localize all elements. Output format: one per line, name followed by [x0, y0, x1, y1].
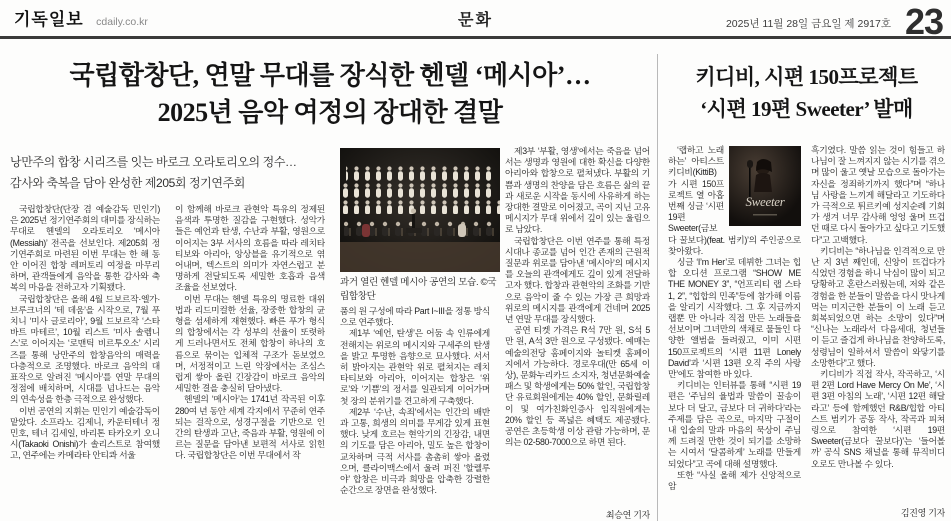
- article-paragraph: 이 함께해 바로크 관현악 특유의 정제된 음색과 투명한 질감을 구현했다. 성악가들은 예언과 탄생, 수난과 부활, 영원으로 이어지는 3부 서사의 흐름을 따라 레치타티보와 아리아, 앙상블을 유기적으로 엮어내며, 텍스트의 의미가 자연스럽고 분명하게 전달되도록 세밀한 호흡과 음색 조율을 선보였다.: [175, 204, 325, 293]
- article-paragraph: 키디비가 직접 작사, 작곡하고, ‘시편 2편 Lord Have Mercy On Me’, ‘시편 3편 아침의 노래’, ‘시편 12편 해달라고’ 등에 함께했던 R&B/힙합 아티스트 범키가 공동 작사, 작곡과 피쳐링으로 참여한 ‘시편 19편 Sweeter(금보다 꿀보다)’는 ‘들어볼까’ 공식 SNS 채널을 통해 뮤직비디오로도 만나볼 수 있다.: [811, 369, 945, 469]
- main-subhead-line1: 낭만주의 합창 시리즈를 잇는 바로크 오라토리오의 정수…: [10, 155, 297, 169]
- newspaper-url: cdaily.co.kr: [96, 16, 148, 28]
- newspaper-logo: 기독일보: [14, 10, 84, 29]
- side-article-byline: 김진영 기자: [895, 508, 945, 519]
- main-subhead-line2: 감사와 축복을 담아 완성한 제205회 정기연주회: [10, 176, 245, 190]
- choir-stage-illustration: [340, 148, 500, 272]
- article-paragraph: 싱글 ‘I’m Her’로 데뷔한 그녀는 힙합 오디션 프로그램 “SHOW ME THE MONEY 3”, “언프리티 랩 스타 1, 2”, “힙합의 민족”등에 참가해 이름을 알리기 시작했다. 그 후 지금까지 랩뿐 만 아니라 직접 만든 노래들을 선보이며 그녀만의 색채로 물들인 다양한 앨범을 들려줬고, 이미 시편 150프로젝트의 ‘시편 11편 Lonely David’과 ‘시편 13편 오직 주의 사랑만’에도 참여한 바 있다.: [668, 257, 801, 380]
- main-article-byline: 최승연 기자: [600, 510, 650, 521]
- article-paragraph: 키디비는 “하나님을 인격적으로 만난 지 3년 째인데, 신앙이 뜨겁다가 식었던 경험을 하니 낙심이 많이 되고 당황하고 혼란스러웠는데, 저와 같은 경험을 한 분들이 말씀을 다시 맛나게 먹는 미지근한 분들이 이 노래 듣고 회복되었으면 하는 소망이 있다”며 “신나는 노래라서 다음세대, 청년들이 듣고 즐겁게 하나님을 찬양하도록, 성령님이 일하셔서 말씀이 와닿기를 소망한다”고 했다.: [811, 245, 945, 368]
- article-paragraph: 제1부 ‘예언, 탄생’은 어둠 속 인류에게 전해지는 위로의 메시지와 구세주의 탄생을 밝고 투명한 음향으로 묘사했다. 서서히 밝아지는 관현악 위로 펼쳐지는 레치타티보와 아리아, 이어지는 합창은 ‘위로’와 ‘기쁨’의 정서를 일관되게 이어가며 첫 장의 분위기를 견고하게 구축했다.: [340, 328, 490, 406]
- article-paragraph: 또한 “사실 올해 제가 신앙적으로 암: [668, 469, 801, 492]
- album-title-text: Sweeter: [745, 194, 785, 209]
- side-headline: [668, 42, 945, 137]
- side-headline-line2: ‘시편 19편 Sweeter’ 발매: [700, 96, 913, 121]
- side-column-2: [811, 145, 945, 521]
- main-article: [10, 42, 650, 521]
- article-paragraph: 키디비는 인터뷰를 통해 “시편 19편은 ‘주님의 율법과 말씀이 꿀송이보다 더 달고, 금보다 더 귀하다’라는 주제를 담은 곡으로, 마지막 구절이 내 입술의 말과 마음의 묵상이 주님께 드려질 만한 것이 되기를 소망하는 시여서 ‘달콤하게’ 노래를 만들게 되었다”고 곡에 대해 설명했다.: [668, 380, 801, 469]
- main-headline-line2: 2025년 음악 여정의 장대한 결말: [157, 97, 503, 127]
- main-column-1: [10, 204, 160, 521]
- main-headline: [10, 42, 650, 142]
- section-title: 문화: [458, 12, 493, 29]
- article-divider: [657, 54, 658, 521]
- main-article-body: [10, 146, 650, 521]
- main-column-4: [505, 146, 650, 521]
- article-paragraph: 이번 무대는 헨델 특유의 명료한 대위법과 리드미컬한 선율, 장중한 합창의 균형을 섬세하게 재현했다. 빠른 푸가 형식의 합창에서는 각 성부의 선율이 또렷하게 드러나면서도 전체 합창이 하나의 흐름으로 묶이는 입체적 구조가 돋보였으며, 서정적이고 느린 악장에서는 조심스럽게 쌓아 올린 긴장감이 바로크 음악의 세밀한 결을 충실히 담아냈다.: [175, 293, 325, 394]
- article-paragraph: 국립합창단(단장 겸 예술감독 민인기)은 2025년 정기연주회의 대미를 장식하는 무대로 헨델의 오라토리오 ‘메시아(Messiah)’ 전곡을 선보인다. 제205회 정기연주회로 마련된 이번 무대는 한 해 동안 이어진 합창 레퍼토리 여정을 마무리하며, 관객들에게 음악을 통한 감사와 축복의 마음을 전하고자 기획됐다.: [10, 204, 160, 293]
- article-paragraph: 국립합창단은 올해 4월 드보르작·엘가·브루크너의 ‘테 데움’을 시작으로, 7월 푸치니 ‘미사 글로리아’, 9월 드보르작 ‘스타바트 마테르’, 10월 리스트 ‘미사 솔렘니스’로 이어지는 ‘로맨틱 비르투오소’ 시리즈를 통해 낭만주의 합창음악의 매력을 다층적으로 조명했다. 바로크 음악의 대표작으로 알려진 ‘메시아’를 연말 무대의 정점에 배치하며, 시대를 넘나드는 음악의 연속성을 한층 극적으로 완성했다.: [10, 293, 160, 405]
- article-paragraph: 이번 공연의 지휘는 민인기 예술감독이 맡았다. 소프라노 김제니, 카운터테너 정민호, 테너 김세일, 바리톤 타카오키 오니시(Takaoki Onishi)가 솔리스트로 참여했고, 연주에는 카메라타 안티콰 서울: [10, 405, 160, 461]
- masthead: [0, 0, 951, 42]
- article-paragraph: 국립합창단은 이번 연주를 통해 특정 시대나 종교를 넘어 인간 존재의 근원적 질문과 위로를 담아낸 ‘메시아’의 메시지를 오늘의 관객에게도 깊이 있게 전달하고자 했다. 합창과 관현악의 조화를 기반으로 음악이 줄 수 있는 가장 큰 희망과 위로의 메시지를 관객에게 건네며 2025년 연말 무대를 장식했다.: [505, 235, 650, 325]
- page-number: 23: [904, 1, 943, 42]
- main-column-2: [175, 204, 325, 521]
- article-paragraph: 품의 원 구성에 따라 Part I~III을 정통 방식으로 연주했다.: [340, 306, 490, 328]
- side-column-1: [668, 145, 801, 521]
- photo-caption: 과거 열린 헨델 메시아 공연의 모습. ©국립합창단: [340, 277, 497, 302]
- side-article: [668, 42, 945, 521]
- concert-photo-figure: [340, 148, 502, 304]
- main-subhead: [10, 152, 332, 194]
- article-paragraph: 헨델의 ‘메시아’는 1741년 작곡된 이후 280여 년 동안 세계 각지에서 꾸준히 연주되는 걸작으로, 성경구절을 기반으로 인간의 탄생과 고난, 죽음과 부활, 영원에 이르는 질문을 담아낸 보편적 서사로 읽힌다. 국립합창단은 이번 무대에서 작: [175, 394, 325, 461]
- article-paragraph: 제2부 ‘수난, 속죄’에서는 인간의 배반과 고통, 희생의 의미를 무게감 있게 표현했다. 낮게 흐르는 현악기의 긴장감, 내면의 기도를 담은 아리아, 밀도 높은 합창이 교차하며 극적 서사를 촘촘히 쌓아 올렸으며, 클라이맥스에서 울려 퍼진 ‘할렐루야’ 합창은 비극과 희망을 압축한 강렬한 순간으로 장면을 완성했다.: [340, 406, 490, 496]
- side-article-body: [668, 145, 945, 521]
- article-paragraph: 흑기였다. 말씀 읽는 것이 힘들고 하나님이 잘 느껴지지 않는 시기를 겪으며 많이 울고 옛날 모습으로 돌아가는 자신을 정죄하기까지 했다”며 “하나님 사랑을 느끼게 해달라고 기도하다가 극적으로 튀르키예 성지순례 기회가 생겨 너무 감사해 엉엉 울며 뜨겁던 때로 다시 돌아가고 싶다고 기도했다”고 고백했다.: [811, 145, 945, 245]
- article-paragraph: 제3부 ‘부활, 영생’에서는 죽음을 넘어서는 생명과 영원에 대한 확신을 다양한 아리아와 합창으로 펼쳐냈다. 부활의 기쁨과 생명의 찬양을 담은 흐름은 삶의 끝과 새로운 시작을 동시에 사유하게 하는 장대한 결말로 이어졌고, 곡이 지닌 고유 메시지가 무대 위에서 깊이 있는 울림으로 남았다.: [505, 146, 650, 235]
- date-edition: 2025년 11월 28일 금요일 제 2917호: [725, 18, 891, 30]
- article-paragraph: 공연 티켓 가격은 R석 7만 원, S석 5만 원, A석 3만 원으로 구성됐다. 예매는 예술의전당 홈페이지와 놀티켓 홈페이지에서 가능하다. 경로우대(만 65세 이상), 문화누리카드 소지자, 청년문화예술패스 및 학생에게는 50% 할인, 국립합창단 유료회원에게는 40% 할인, 문화릴레이 및 여가친화인증사 임직원에게는 20% 할인 등 폭넓은 혜택도 제공됐다. 공연은 초등학생 이상 관람 가능하며, 문의는 02-580-7000으로 하면 된다.: [505, 325, 650, 448]
- article-paragraph: ‘랩하고 노래하는’ 아티스트 키디비(KittiB)가 시편 150프로젝트 열 아홉 번째 싱글 ‘시편 19편 Sweeter(금보다 꿀보다)(feat. 범키)’의 주인공으로 찾아왔다.: [668, 145, 801, 256]
- main-headline-line1: 국립합창단, 연말 무대를 장식한 헨델 ‘메시아’…: [69, 61, 591, 90]
- album-cover-illustration: [729, 146, 801, 226]
- main-column-3: [340, 306, 490, 521]
- side-headline-line1: 키디비, 시편 150프로젝트: [695, 65, 918, 89]
- album-cover-image: [729, 146, 801, 226]
- concert-photo: [340, 148, 500, 272]
- page-content: [0, 42, 951, 521]
